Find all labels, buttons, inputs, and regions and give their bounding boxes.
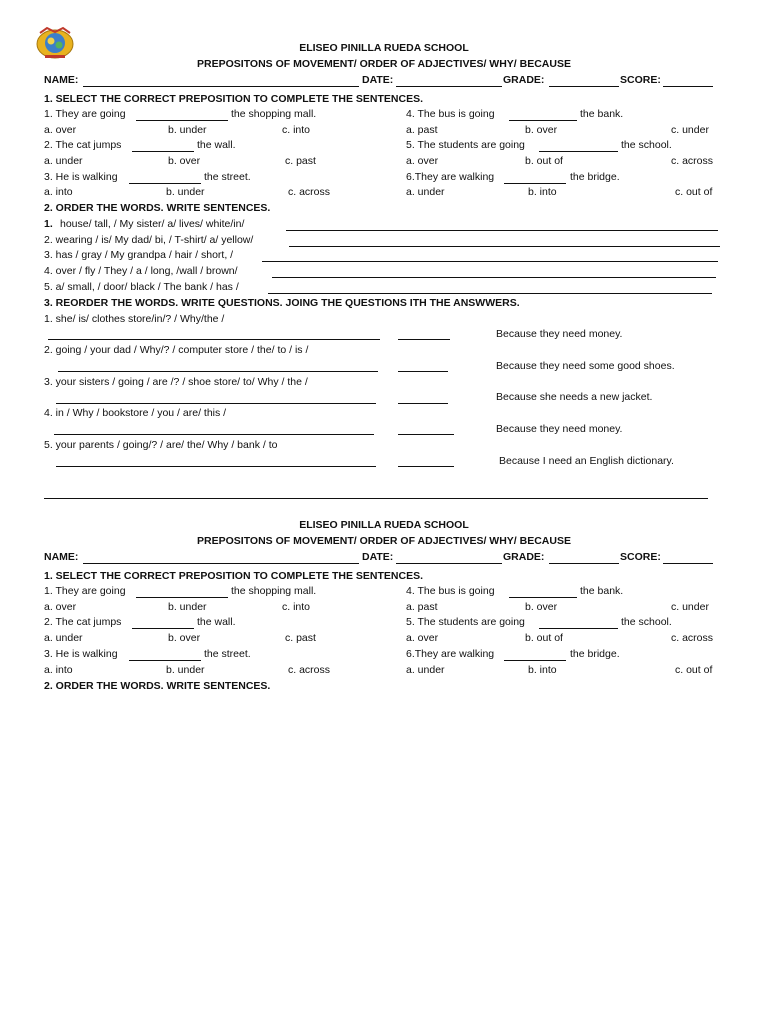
q2-option-b-copy[interactable]: b. over (168, 632, 201, 644)
q3-text-end-copy: the street. (204, 648, 251, 660)
s3-item4-answer[interactable] (54, 434, 374, 435)
q3-text-start-copy: 3. He is walking (44, 648, 118, 660)
q5-option-a-copy[interactable]: a. over (406, 632, 439, 644)
q2-text-end: the wall. (197, 139, 236, 151)
s3-answer2: Because they need some good shoes. (496, 360, 675, 372)
s2-item1-answer[interactable] (286, 230, 718, 231)
grade-label: GRADE: (503, 74, 545, 86)
q2-text-end-copy: the wall. (197, 616, 236, 628)
s2-item3-text: 3. has / gray / My grandpa / hair / short, / (44, 249, 234, 261)
q4-text-end-copy: the bank. (580, 585, 624, 597)
s3-answer5: Because I need an English dictionary. (499, 455, 674, 467)
q5-blank-copy[interactable] (539, 628, 618, 629)
q4-text-start-copy: 4. The bus is going (406, 585, 495, 597)
q2-blank[interactable] (132, 151, 194, 152)
q3-option-c-copy[interactable]: c. across (288, 664, 331, 676)
q1-option-a-copy[interactable]: a. over (44, 601, 77, 613)
page-divider (44, 498, 708, 499)
q1-text-end: the shopping mall. (231, 108, 317, 120)
q3-option-b-copy[interactable]: b. under (166, 664, 205, 676)
name-field-copy[interactable] (83, 563, 359, 564)
school-title: ELISEO PINILLA RUEDA SCHOOL (299, 42, 469, 54)
q3-option-a-copy[interactable]: a. into (44, 664, 73, 676)
section2-title: 2. ORDER THE WORDS. WRITE SENTENCES. (44, 202, 271, 214)
q5-option-a[interactable]: a. over (406, 155, 439, 167)
s2-item5-answer[interactable] (268, 293, 712, 294)
q6-blank[interactable] (504, 183, 566, 184)
q6-option-c[interactable]: c. out of (675, 186, 713, 198)
q5-blank[interactable] (539, 151, 618, 152)
q1-text-start: 1. They are going (44, 108, 126, 120)
score-field-copy[interactable] (663, 563, 713, 564)
q6-option-c-copy[interactable]: c. out of (675, 664, 713, 676)
date-label: DATE: (362, 74, 394, 86)
q4-text-end: the bank. (580, 108, 624, 120)
s3-item2-match[interactable] (398, 371, 448, 372)
q1-text-start-copy: 1. They are going (44, 585, 126, 597)
section1-title: 1. SELECT THE CORRECT PREPOSITION TO COMPLETE THE SENTENCES. (44, 93, 424, 105)
s3-answer3: Because she needs a new jacket. (496, 391, 653, 403)
s3-item1-answer[interactable] (48, 339, 380, 340)
q4-option-a-copy[interactable]: a. past (406, 601, 438, 613)
q6-option-a-copy[interactable]: a. under (406, 664, 445, 676)
q1-option-b-copy[interactable]: b. under (168, 601, 207, 613)
q6-text-end: the bridge. (570, 171, 620, 183)
s2-item4-answer[interactable] (272, 277, 716, 278)
s2-item5-text: 5. a/ small, / door/ black / The bank / has / (44, 281, 239, 293)
q4-text-start: 4. The bus is going (406, 108, 495, 120)
grade-field-copy[interactable] (549, 563, 619, 564)
q1-option-c[interactable]: c. into (282, 124, 311, 136)
q5-text-start: 5. The students are going (406, 139, 525, 151)
q3-text-start: 3. He is walking (44, 171, 118, 183)
score-label-copy: SCORE: (620, 551, 661, 563)
grade-label-copy: GRADE: (503, 551, 545, 563)
s2-item1-number: 1. (44, 218, 53, 230)
q2-option-c-copy[interactable]: c. past (285, 632, 316, 644)
q5-text-end: the school. (621, 139, 672, 151)
q6-text-start: 6.They are walking (406, 171, 495, 183)
section2-title-copy: 2. ORDER THE WORDS. WRITE SENTENCES. (44, 680, 271, 692)
s3-item1-match[interactable] (398, 339, 450, 340)
s3-item3-text: 3. your sisters / going / are /? / shoe store/ to/ Why / the / (44, 376, 308, 388)
date-label-copy: DATE: (362, 551, 394, 563)
grade-field[interactable] (549, 86, 619, 87)
q4-option-c-copy[interactable]: c. under (671, 601, 709, 613)
s2-item2-answer[interactable] (289, 246, 720, 247)
q1-option-a[interactable]: a. over (44, 124, 77, 136)
q2-blank-copy[interactable] (132, 628, 194, 629)
q1-option-b[interactable]: b. under (168, 124, 207, 136)
q4-option-c[interactable]: c. under (671, 124, 709, 136)
score-field[interactable] (663, 86, 713, 87)
q4-blank[interactable] (509, 120, 577, 121)
q6-blank-copy[interactable] (504, 660, 566, 661)
q5-option-c-copy[interactable]: c. across (671, 632, 714, 644)
s2-item1-text: house/ tall, / My sister/ a/ lives/ white/in/ (60, 218, 245, 230)
q4-option-b-copy[interactable]: b. over (525, 601, 558, 613)
q2-option-c[interactable]: c. past (285, 155, 316, 167)
s3-item5-answer[interactable] (56, 466, 376, 467)
name-label: NAME: (44, 74, 79, 86)
worksheet-subtitle: PREPOSITONS OF MOVEMENT/ ORDER OF ADJECTIVES/ WHY/ BECAUSE (197, 58, 571, 70)
q6-option-a[interactable]: a. under (406, 186, 445, 198)
q5-option-b-copy[interactable]: b. out of (525, 632, 563, 644)
name-label-copy: NAME: (44, 551, 79, 563)
q4-option-b[interactable]: b. over (525, 124, 558, 136)
q6-option-b[interactable]: b. into (528, 186, 557, 198)
s3-item4-match[interactable] (398, 434, 454, 435)
s2-item4-text: 4. over / fly / They / a / long, /wall / brown/ (44, 265, 238, 277)
q3-blank-copy[interactable] (129, 660, 201, 661)
s2-item2-text: 2. wearing / is/ My dad/ bi, / T-shirt/ a/ yellow/ (44, 234, 254, 246)
q5-text-start-copy: 5. The students are going (406, 616, 525, 628)
q1-text-end-copy: the shopping mall. (231, 585, 317, 597)
q6-text-start-copy: 6.They are walking (406, 648, 495, 660)
q1-blank[interactable] (136, 120, 228, 121)
q1-blank-copy[interactable] (136, 597, 228, 598)
s2-item3-answer[interactable] (262, 261, 718, 262)
q1-option-c-copy[interactable]: c. into (282, 601, 311, 613)
q3-option-c[interactable]: c. across (288, 186, 331, 198)
worksheet-subtitle-copy: PREPOSITONS OF MOVEMENT/ ORDER OF ADJECTIVES/ WHY/ BECAUSE (197, 535, 571, 547)
s3-item3-answer[interactable] (56, 403, 376, 404)
section1-title-copy: 1. SELECT THE CORRECT PREPOSITION TO COMPLETE THE SENTENCES. (44, 570, 424, 582)
q3-text-end: the street. (204, 171, 251, 183)
s3-item2-text: 2. going / your dad / Why/? / computer store / the/ to / is / (44, 344, 309, 356)
q2-option-a[interactable]: a. under (44, 155, 83, 167)
s3-item5-text: 5. your parents / going/? / are/ the/ Why / bank / to (44, 439, 278, 451)
score-label: SCORE: (620, 74, 661, 86)
q5-text-end-copy: the school. (621, 616, 672, 628)
q2-text-start-copy: 2. The cat jumps (44, 616, 122, 628)
q5-option-b[interactable]: b. out of (525, 155, 563, 167)
s3-answer4: Because they need money. (496, 423, 623, 435)
date-field[interactable] (396, 86, 502, 87)
s3-item4-text: 4. in / Why / bookstore / you / are/ this / (44, 407, 227, 419)
section3-title: 3. REORDER THE WORDS. WRITE QUESTIONS. JOING THE QUESTIONS ITH THE ANSWWERS. (44, 297, 520, 309)
s3-item5-match[interactable] (398, 466, 454, 467)
q2-text-start: 2. The cat jumps (44, 139, 122, 151)
q3-option-b[interactable]: b. under (166, 186, 205, 198)
s3-item2-answer[interactable] (58, 371, 378, 372)
s3-item3-match[interactable] (398, 403, 448, 404)
school-title-copy: ELISEO PINILLA RUEDA SCHOOL (299, 519, 469, 531)
q6-option-b-copy[interactable]: b. into (528, 664, 557, 676)
q5-option-c[interactable]: c. across (671, 155, 714, 167)
q3-option-a[interactable]: a. into (44, 186, 73, 198)
name-field[interactable] (83, 86, 359, 87)
q2-option-a-copy[interactable]: a. under (44, 632, 83, 644)
q6-text-end-copy: the bridge. (570, 648, 620, 660)
s3-item1-text: 1. she/ is/ clothes store/in/? / Why/the / (44, 313, 225, 325)
s3-answer1: Because they need money. (496, 328, 623, 340)
q3-blank[interactable] (129, 183, 201, 184)
q2-option-b[interactable]: b. over (168, 155, 201, 167)
q4-option-a[interactable]: a. past (406, 124, 438, 136)
date-field-copy[interactable] (396, 563, 502, 564)
q4-blank-copy[interactable] (509, 597, 577, 598)
